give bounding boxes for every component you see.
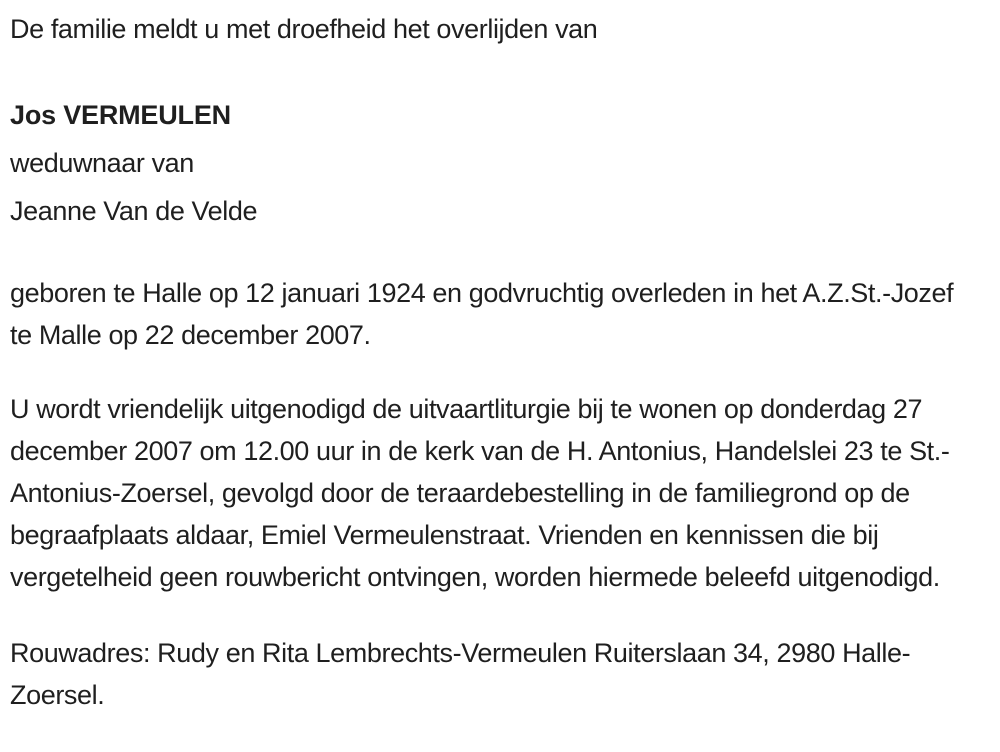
- spouse-name: Jeanne Van de Velde: [10, 196, 258, 226]
- mourning-address-paragraph: Rouwadres: Rudy en Rita Lembrechts-Vermeulen Ruiterslaan 34, 2980 Halle-Zoersel.: [10, 638, 911, 710]
- relation-text: weduwnaar van: [10, 148, 194, 178]
- notice-intro-text: De familie meldt u met droefheid het overlijden van: [10, 14, 598, 44]
- deceased-name: Jos VERMEULEN: [10, 100, 231, 130]
- funeral-info-paragraph: U wordt vriendelijk uitgenodigd de uitvaartliturgie bij te wonen op donderdag 27 december 2007 om 12.00 uur in de kerk van de H. Antonius, Handelslei 23 te St.-Antonius-Zoersel, gevolgd door de teraardebestelling in de familiegrond op de begraafplaats aldaar, Emiel Vermeulenstraat. Vrienden en kennissen die bij vergetelheid geen rouwbericht ontvingen, worden hiermede beleefd uitgenodigd.: [10, 394, 950, 592]
- birth-death-paragraph: geboren te Halle op 12 januari 1924 en godvruchtig overleden in het A.Z.St.-Jozef te Malle op 22 december 2007.: [10, 278, 954, 350]
